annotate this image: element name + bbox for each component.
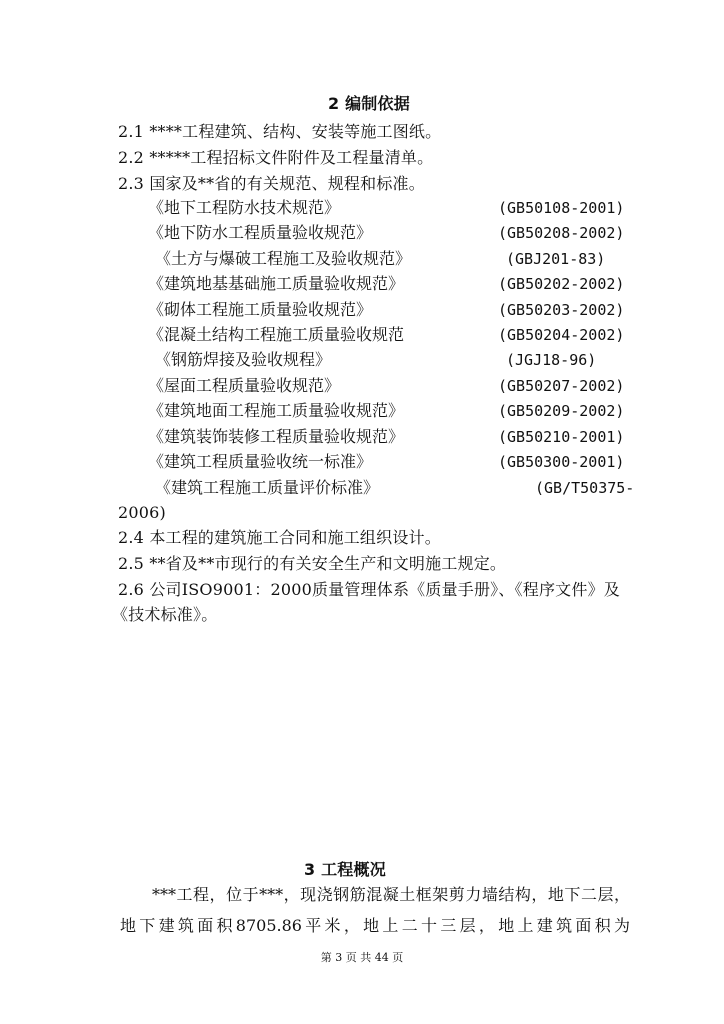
standard-name: 《地下防水工程质量验收规范》 xyxy=(148,223,373,242)
standard-name: 《钢筋焊接及验收规程》 xyxy=(155,350,332,369)
standard-name: 《屋面工程质量验收规范》 xyxy=(148,376,341,395)
standard-name: 《建筑装饰装修工程质量验收规范》 xyxy=(148,427,405,446)
page-footer: 第 3 页 共 44 页 xyxy=(320,951,404,964)
standard-code: (GBJ201-83) xyxy=(506,250,606,268)
item-2-1: 2.1 ****工程建筑、结构、安装等施工图纸。 xyxy=(118,122,442,141)
item-2-6: 2.6 公司ISO9001：2000质量管理体系《质量手册》、《程序文件》及 xyxy=(118,580,620,599)
standard-name: 《建筑地基基础施工质量验收规范》 xyxy=(148,274,405,293)
item-2-3: 2.3 国家及**省的有关规范、规程和标准。 xyxy=(118,174,425,193)
standard-name: 《砌体工程施工质量验收规范》 xyxy=(148,300,373,319)
item-2-6-continued: 《技术标准》。 xyxy=(112,605,218,624)
item-2-5: 2.5 **省及**市现行的有关安全生产和文明施工规定。 xyxy=(118,554,507,573)
standard-code: (GB50108-2001) xyxy=(498,199,625,217)
standard-name: 《混凝土结构工程施工质量验收规范 xyxy=(148,325,405,344)
item-2-4: 2.4 本工程的建筑施工合同和施工组织设计。 xyxy=(118,528,441,547)
standard-code: (GB50203-2002) xyxy=(498,301,625,319)
standard-code: (GB50300-2001) xyxy=(498,453,625,471)
standard-code: (GB/T50375- xyxy=(535,479,635,497)
standard-code: (GB50208-2002) xyxy=(498,224,625,242)
overview-line: 地下建筑面积8705.86平米，地上二十三层，地上建筑面积为 xyxy=(120,916,630,935)
standard-code: (GB50202-2002) xyxy=(498,275,625,293)
standard-code: (GB50210-2001) xyxy=(498,428,625,446)
overview-line: ***工程，位于***，现浇钢筋混凝土框架剪力墙结构，地下二层， xyxy=(152,885,630,904)
standard-code: (GB50209-2002) xyxy=(498,402,625,420)
standard-code: (GB50207-2002) xyxy=(498,377,625,395)
section-2-heading: 2 编制依据 xyxy=(328,94,410,113)
section-3-heading: 3 工程概况 xyxy=(304,860,386,879)
standard-name: 《土方与爆破工程施工及验收规范》 xyxy=(155,249,412,268)
standard-name: 《建筑工程施工质量评价标准》 xyxy=(155,478,380,497)
item-2-2: 2.2 *****工程招标文件附件及工程量清单。 xyxy=(118,148,434,167)
standard-name: 《地下工程防水技术规范》 xyxy=(148,198,341,217)
standard-name: 《建筑工程质量验收统一标准》 xyxy=(148,452,373,471)
overview-paragraph xyxy=(120,879,630,941)
standard-name: 《建筑地面工程施工质量验收规范》 xyxy=(148,401,405,420)
standard-code: (JGJ18-96) xyxy=(506,351,597,369)
standard-code: (GB50204-2002) xyxy=(498,326,625,344)
standard-code-wrap: 2006) xyxy=(118,503,166,522)
